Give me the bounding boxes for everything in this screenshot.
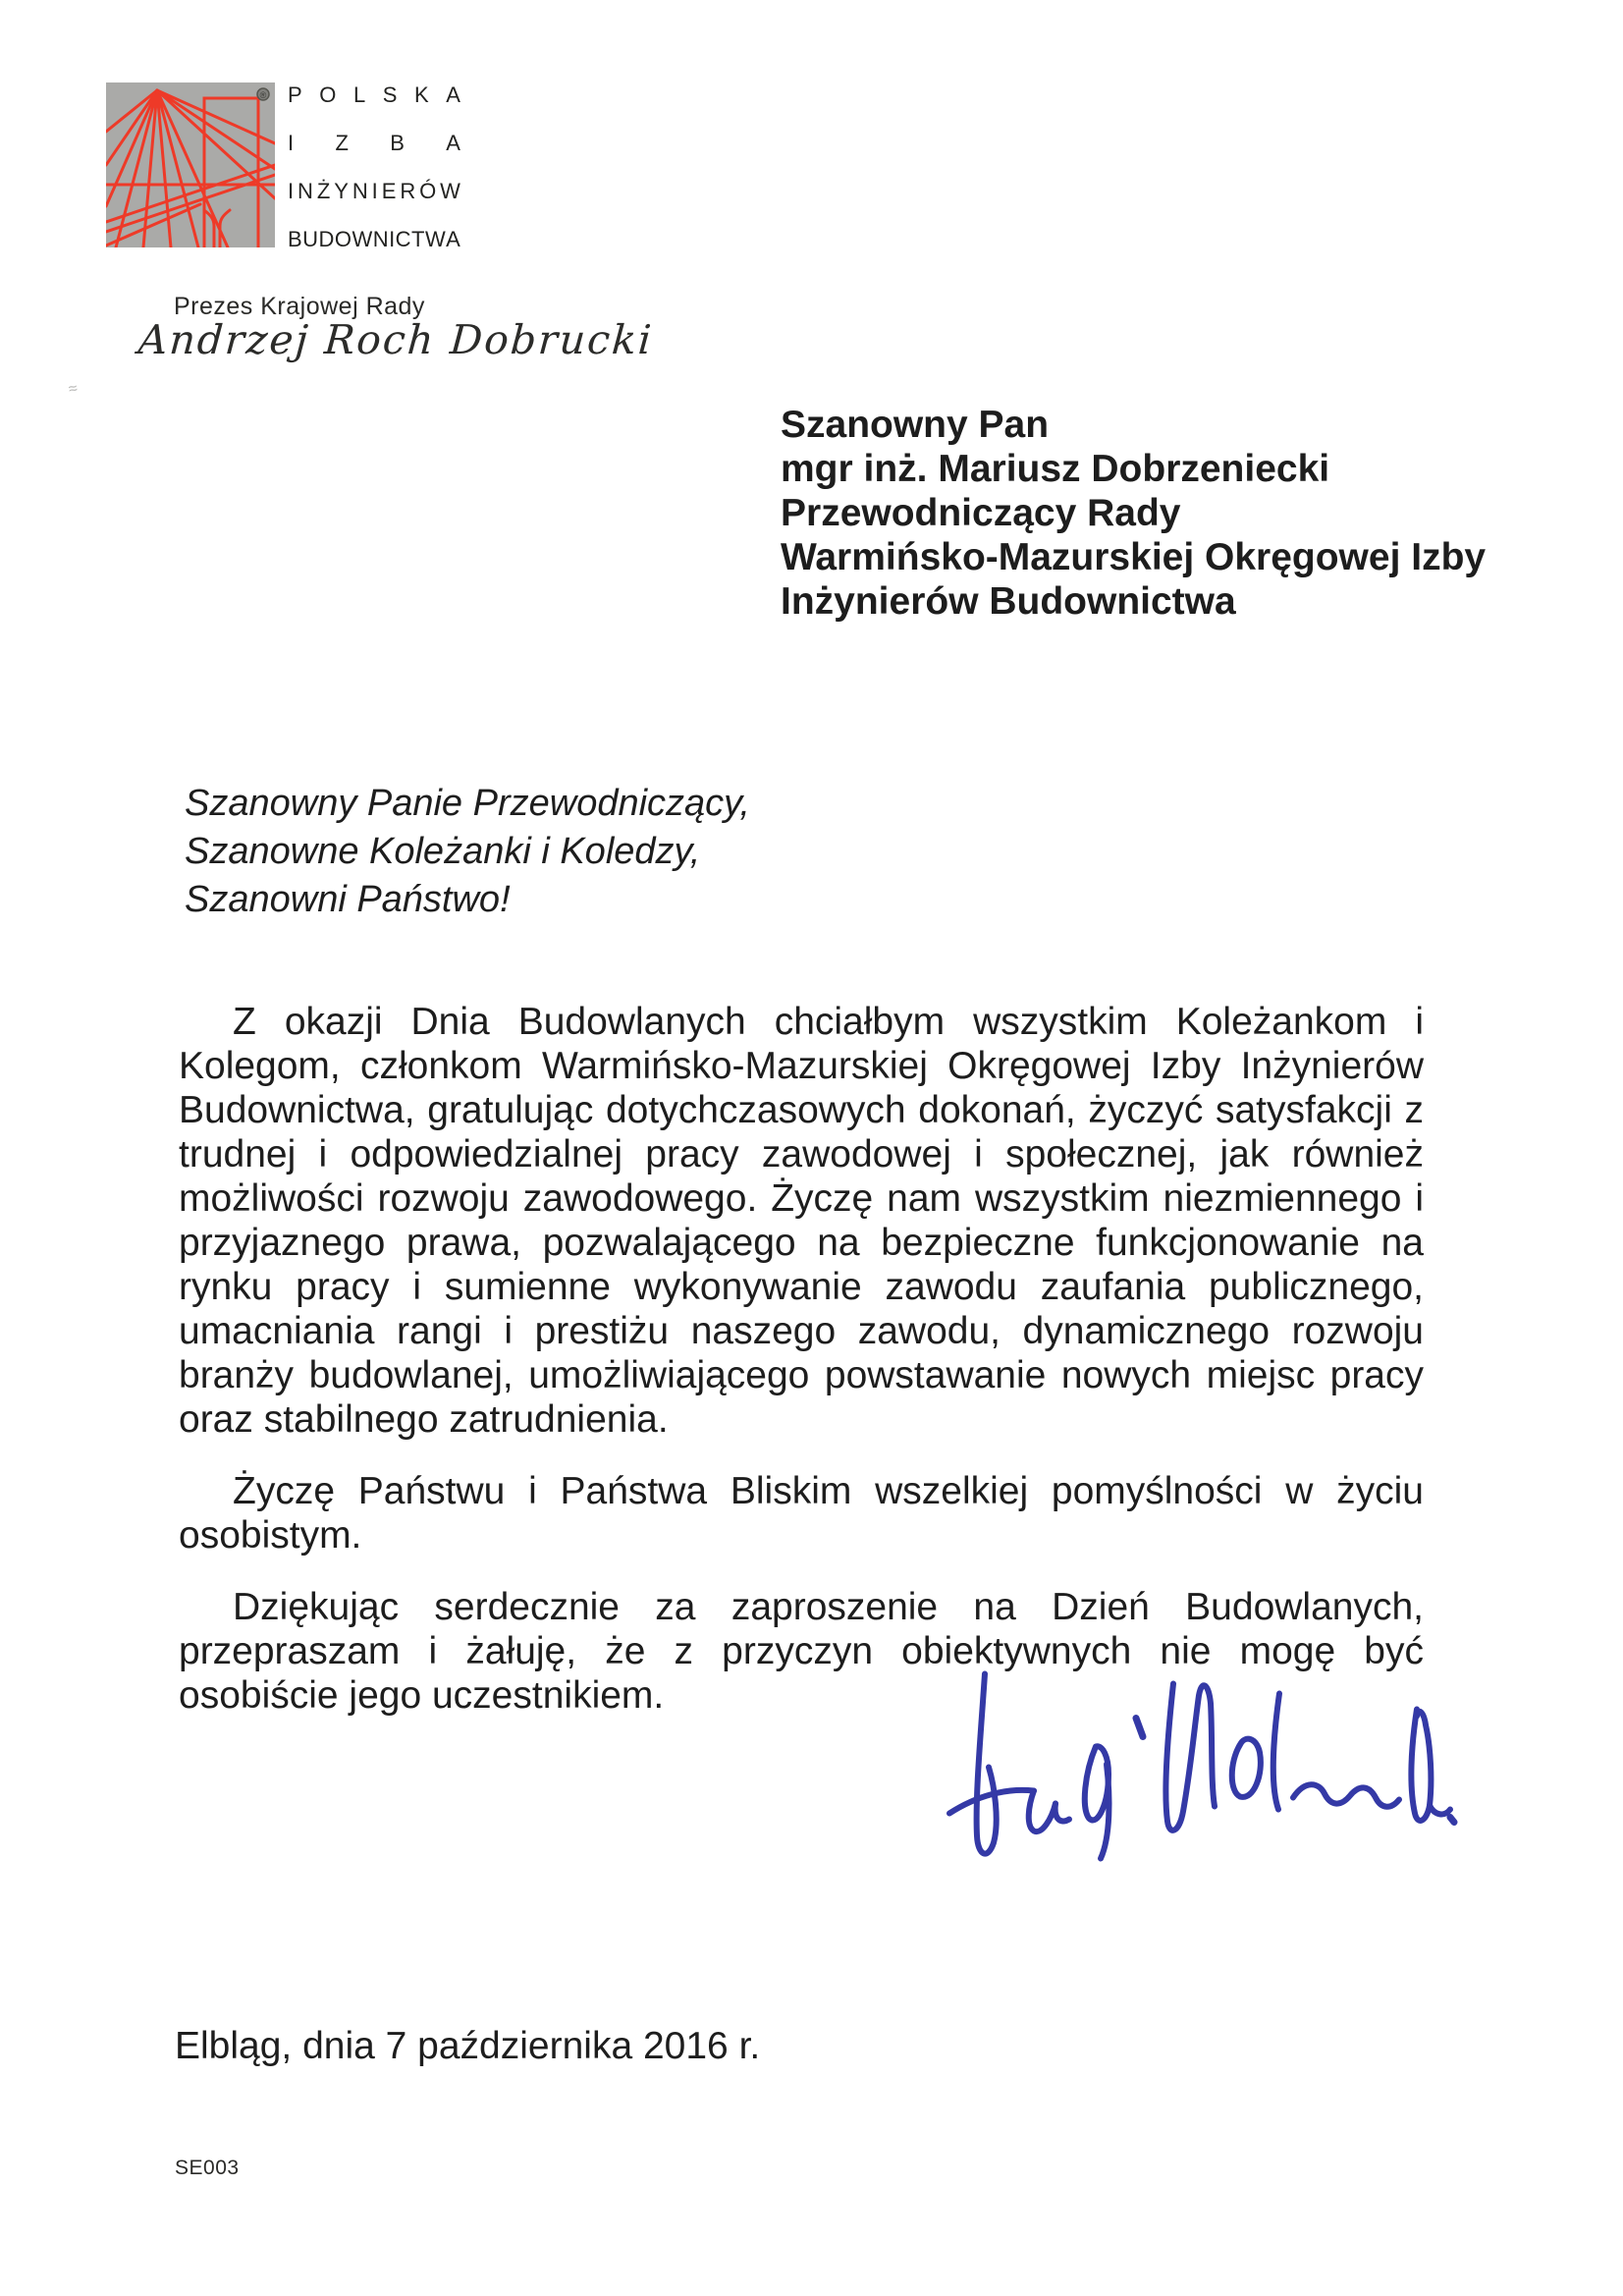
recipient-line: Inżynierów Budownictwa	[781, 580, 1236, 623]
recipient-block	[781, 403, 1486, 624]
org-name-line: B U D O W N I C T W A	[288, 226, 460, 251]
org-name	[288, 71, 460, 263]
org-name-line: I N Ż Y N I E R Ó W	[288, 178, 460, 203]
signature-ink-strokes	[908, 1622, 1458, 1873]
bridge-logo-graphic	[106, 82, 275, 247]
org-name-line: I Z B A	[288, 130, 460, 155]
body-paragraph: Życzę Państwu i Państwa Bliskim wszelkiej pomyślności w życiu osobistym.	[179, 1470, 1424, 1557]
org-name-line: P O L S K A	[288, 82, 460, 107]
recipient-line: Przewodniczący Rady	[781, 492, 1181, 534]
salutation-line: Szanowni Państwo!	[185, 879, 511, 920]
salutation-line: Szanowny Panie Przewodniczący,	[185, 783, 750, 824]
recipient-line: mgr inż. Mariusz Dobrzeniecki	[781, 448, 1330, 490]
recipient-line: Szanowny Pan	[781, 404, 1050, 446]
handwritten-signature	[908, 1622, 1458, 1873]
scan-artifact: ≈	[67, 380, 80, 399]
body-paragraph: Z okazji Dnia Budowlanych chciałbym wszystkim Koleżankom i Kolegom, członkom Warmińsko-Mazurskiej Okręgowej Izby Inżynierów Budownictwa, gratulując dotychczasowych dokonań, życzyć satysfakcji z trudnej i odpowiedzialnej pracy zawodowej i społecznej, jak również możliwości rozwoju zawodowego. Życzę nam wszystkim niezmiennego i przyjaznego prawa, pozwalającego na bezpieczne funkcjonowanie na rynku pracy i sumienne wykonywanie zawodu zaufania publicznego, umacniania rangi i prestiżu naszego zawodu, dynamicznego rozwoju branży budowlanej, umożliwiającego powstawanie nowych miejsc pracy oraz stabilnego zatrudnienia.	[179, 1001, 1424, 1441]
dateline: Elbląg, dnia 7 października 2016 r.	[175, 2025, 761, 2067]
sender-name-script: Andrzej Roch Dobrucki	[136, 316, 655, 363]
registered-mark-glyph: ®	[259, 90, 267, 100]
salutation-line: Szanowne Koleżanki i Koledzy,	[185, 831, 701, 872]
sender-title: Prezes Krajowej Rady	[174, 293, 425, 320]
registered-trademark-icon	[257, 88, 269, 100]
body-paragraph: Dziękując serdecznie za zaproszenie na Dzień Budowlanych, przepraszam i żałuję, że z przyczyn obiektywnych nie mogę być osobiście jego uczestnikiem.	[179, 1586, 1424, 1717]
recipient-line: Warmińsko-Mazurskiej Okręgowej Izby	[781, 536, 1487, 578]
salutation-block	[185, 780, 750, 924]
org-logo	[106, 82, 275, 247]
document-code: SE003	[175, 2157, 240, 2179]
